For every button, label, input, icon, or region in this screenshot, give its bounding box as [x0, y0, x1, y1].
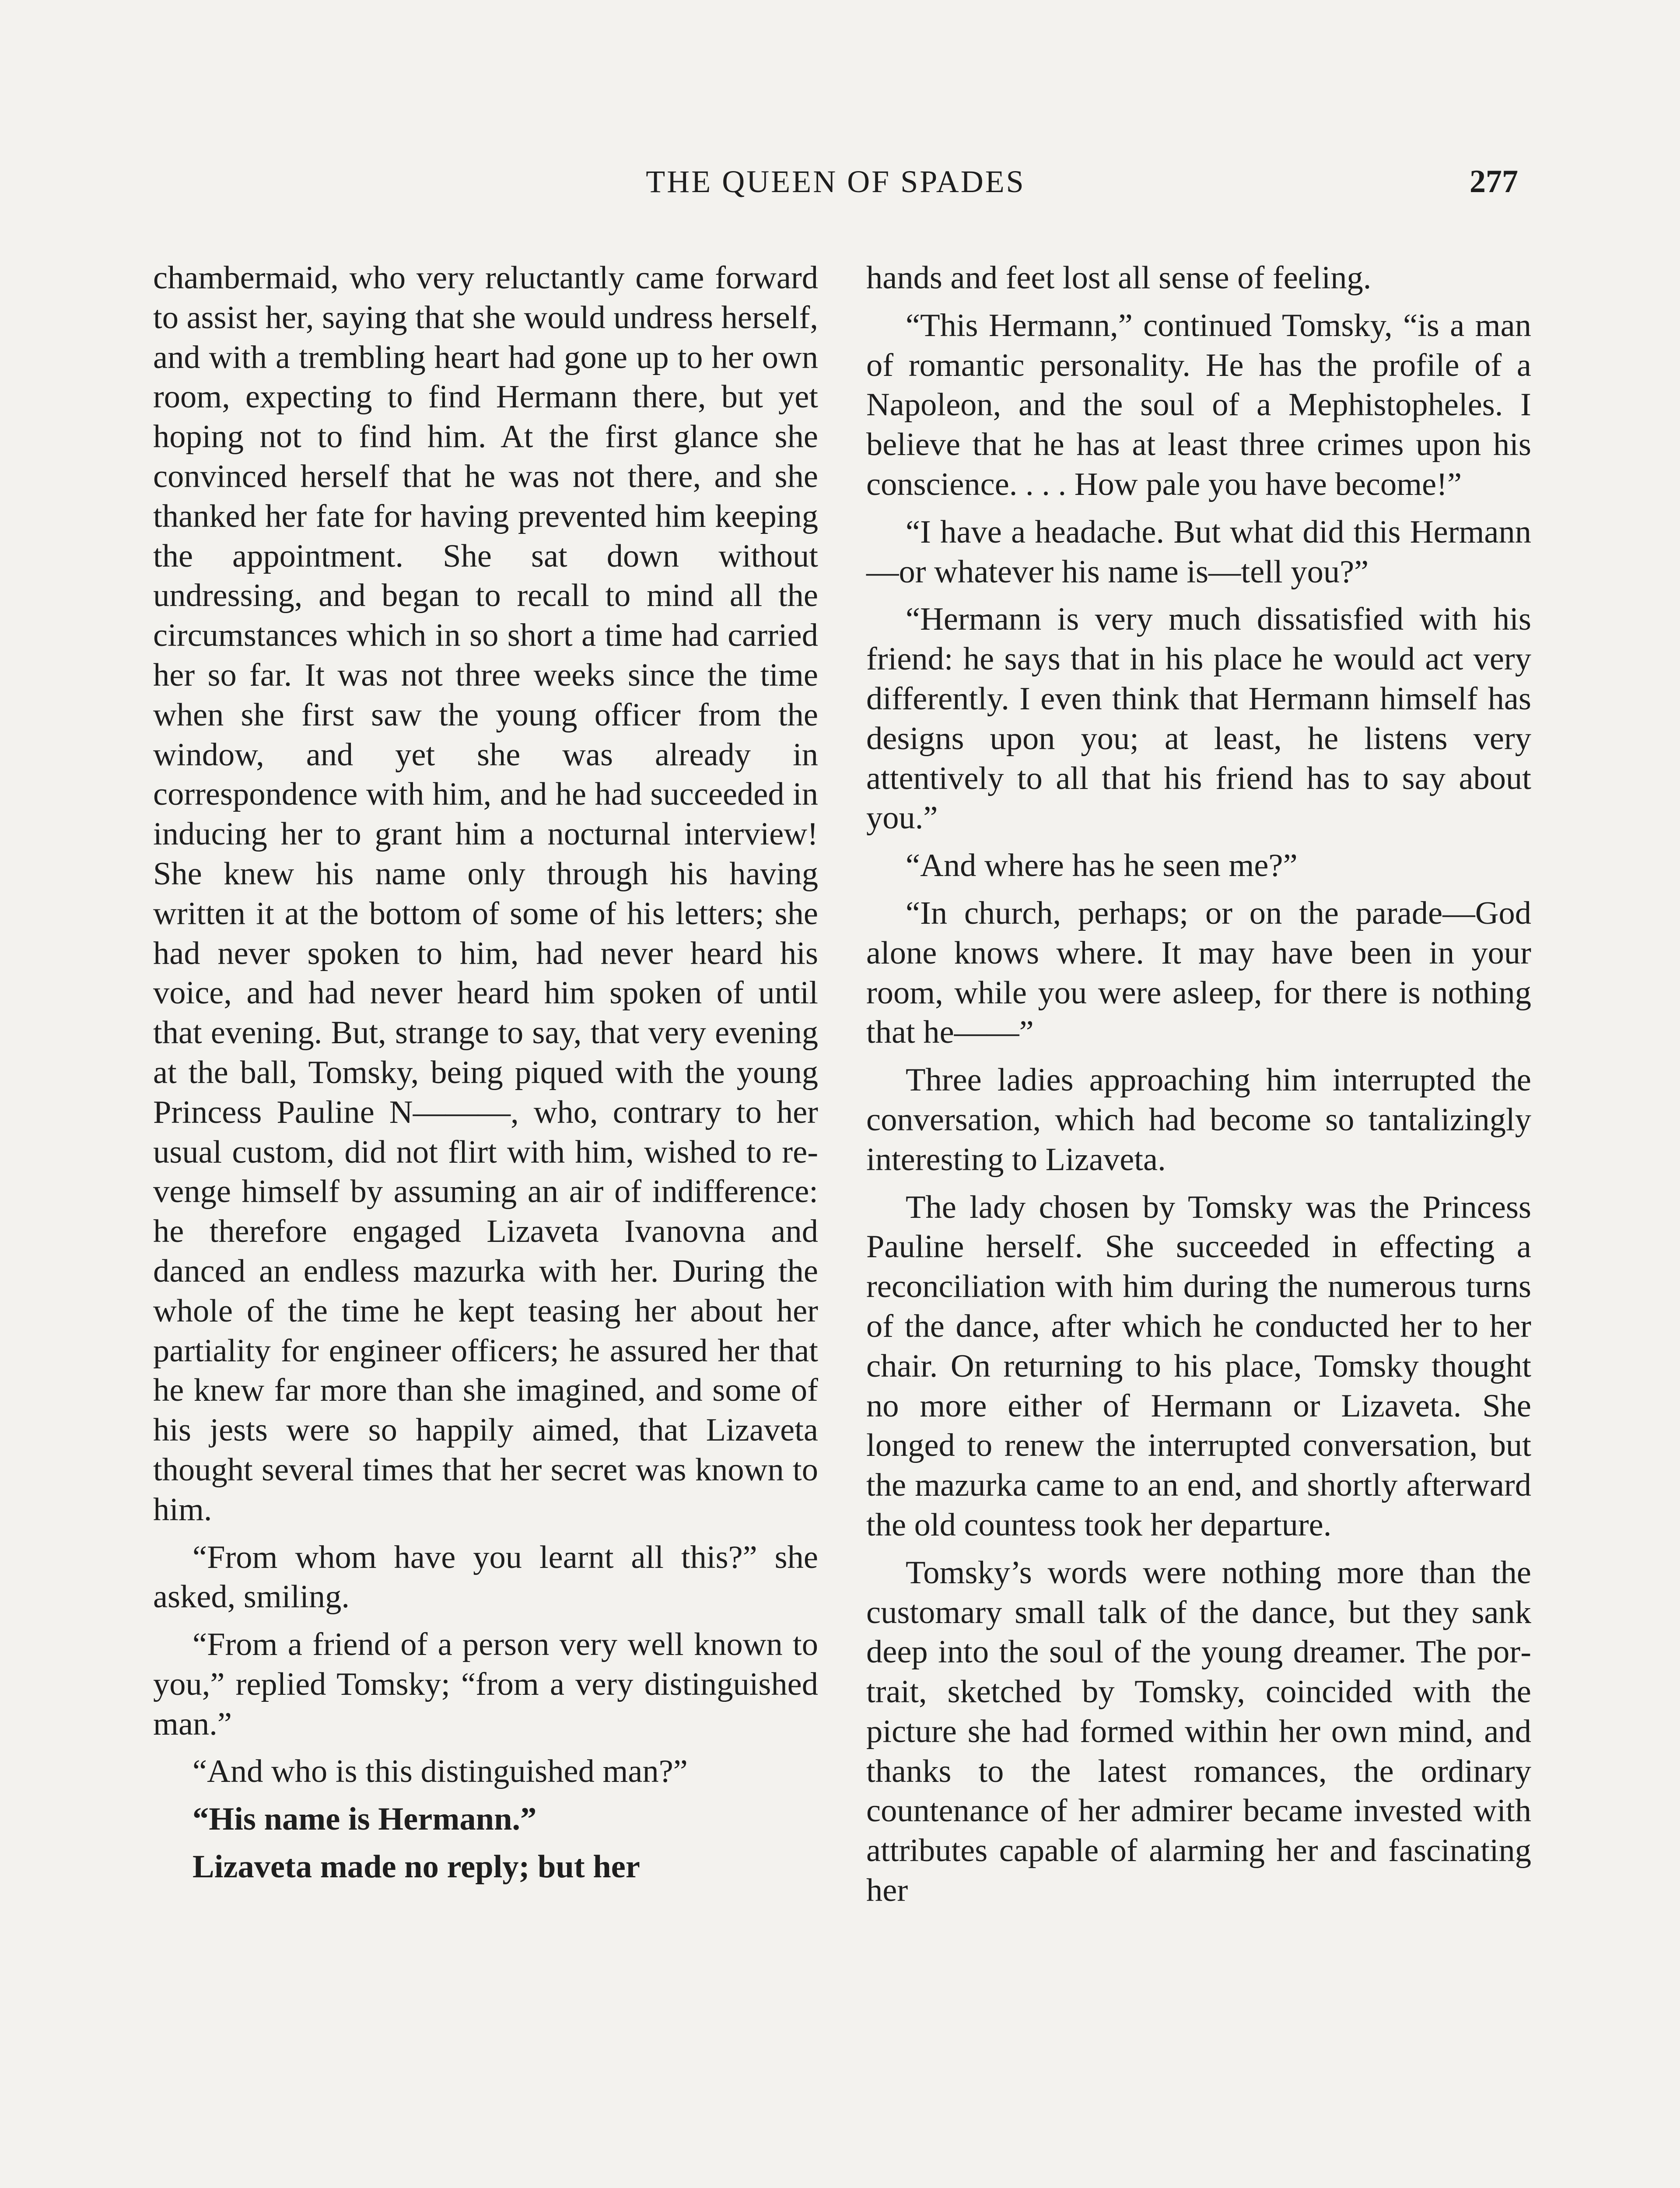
paragraph: The lady chosen by Tomsky was the Princess Pauline herself. She succeeded in effecting a reconciliation with him during the numerous turns of the dance, after which he conducted her to her chair. On returning to his place, Tomsky thought no more either of Hermann or Lizaveta. She longed to renew the interrupted conversation, but the mazurka came to an end, and shortly afterward the old countess took her departure.: [866, 1189, 1531, 1543]
left-column: [153, 258, 818, 1895]
paragraph: “And who is this distinguished man?”: [192, 1753, 688, 1790]
paragraph: “And where has he seen me?”: [906, 848, 1298, 884]
paragraph: “I have a headache. But what did this Hermann—or whatever his name is—tell you?”: [866, 514, 1531, 590]
paragraph: Three ladies approaching him interrupted the conversation, which had become so tantalizingly interesting to Lizaveta.: [866, 1062, 1531, 1178]
paragraph: Tomsky’s words were nothing more than the customary small talk of the dance, but they sank deep into the soul of the young dreamer. The portrait, sketched by Tomsky, coincided with the picture she had formed within her own mind, and thanks to the latest romances, the ordinary countenance of her admirer became invested with attributes capable of alarming her and fascinating her: [866, 1554, 1531, 1909]
paragraph: “From a friend of a person very well known to you,” replied Tomsky; “from a very distinguished man.”: [153, 1627, 818, 1742]
paragraph: hands and feet lost all sense of feeling.: [866, 260, 1372, 296]
page-number: 277: [1470, 164, 1518, 200]
right-column: [866, 258, 1531, 1918]
paragraph: Lizaveta made no reply; but her: [192, 1849, 640, 1885]
paragraph: “In church, perhaps; or on the parade—God alone knows where. It may have been in your room, while you were asleep, for there is nothing that he——”: [866, 895, 1531, 1051]
page-header: [153, 158, 1518, 206]
paragraph: chambermaid, who very reluctantly came forward to assist her, saying that she would undress herself, and with a trembling heart had gone up to her own room, expecting to find Hermann there, but yet hoping not to find him. At the first glance she convinced herself that he was not there, and she thanked her fate for having prevented him keeping the appointment. She sat down without undressing, and began to recall to mind all the circumstances which in so short a time had carried her so far. It was not three weeks since the time when she first saw the young officer from the window, and yet she was already in correspondence with him, and he had succeeded in inducing her to grant him a nocturnal interview! She knew his name only through his having written it at the bottom of some of his letters; she had never spoken to him, had never heard his voice, and had never heard him spoken of until that evening. But, strange to say, that very evening at the ball, Tomsky, being piqued with the young Princess Pauline N———, who, contrary to her usual custom, did not flirt with him, wished to revenge himself by assuming an air of indifference: he therefore engaged Lizaveta Ivanovna and danced an endless mazurka with her. During the whole of the time he kept teasing her about her partiality for engineer officers; he assured her that he knew far more than she imagined, and some of his jests were so happily aimed, that Lizaveta thought several times that her secret was known to him.: [153, 260, 818, 1528]
paragraph: “His name is Hermann.”: [192, 1801, 537, 1837]
paragraph: “Hermann is very much dissatisfied with his friend: he says that in his place he would act very differently. I even think that Hermann himself has designs upon you; at least, he listens very attentively to all that his friend has to say about you.”: [866, 601, 1531, 836]
running-title: THE QUEEN OF SPADES: [646, 164, 1026, 199]
paragraph: “From whom have you learnt all this?” she asked, smiling.: [153, 1539, 818, 1615]
paragraph: “This Hermann,” continued Tomsky, “is a man of romantic personality. He has the profile of a Napoleon, and the soul of a Mephistopheles. I believe that he has at least three crimes upon his conscience. . . . How pale you have become!”: [866, 307, 1531, 502]
